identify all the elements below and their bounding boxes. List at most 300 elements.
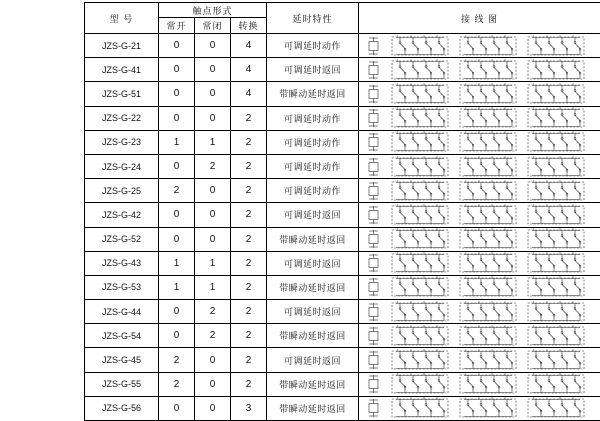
cell-delay-characteristic: 可调延时返回	[267, 58, 359, 82]
cell-normally-closed: 0	[195, 372, 231, 396]
svg-text:3: 3	[423, 107, 425, 110]
svg-text:2: 2	[546, 276, 548, 279]
svg-text:4: 4	[572, 276, 574, 279]
cell-changeover: 4	[231, 34, 267, 58]
cell-delay-characteristic: 可调延时返回	[267, 251, 359, 275]
svg-text:3: 3	[423, 397, 425, 400]
wiring-diagram-icon	[359, 228, 600, 251]
cell-normally-closed: 0	[195, 82, 231, 106]
svg-text:1: 1	[397, 204, 399, 207]
svg-text:2: 2	[546, 180, 548, 183]
svg-text:4: 4	[504, 83, 506, 86]
table-row	[85, 251, 600, 275]
cell-model: JZS-G-53	[85, 275, 159, 299]
cell-normally-closed: 1	[195, 130, 231, 154]
svg-text:1: 1	[397, 252, 399, 255]
svg-text:4: 4	[572, 59, 574, 62]
svg-text:2: 2	[478, 325, 480, 328]
svg-text:1: 1	[397, 301, 399, 304]
svg-text:1: 1	[533, 252, 535, 255]
svg-text:2: 2	[410, 83, 412, 86]
svg-text:4: 4	[436, 204, 438, 207]
wiring-diagram-icon	[359, 179, 600, 202]
svg-text:4: 4	[504, 107, 506, 110]
wiring-diagram-icon	[359, 107, 600, 130]
svg-text:1: 1	[397, 349, 399, 352]
svg-text:2: 2	[410, 276, 412, 279]
wiring-diagram-icon	[359, 300, 600, 323]
svg-text:1: 1	[465, 83, 467, 86]
svg-text:2: 2	[478, 252, 480, 255]
cell-wiring-diagram	[359, 82, 600, 106]
header-normally-closed: 常闭	[195, 18, 231, 34]
svg-text:1: 1	[397, 373, 399, 376]
wiring-diagram-icon	[359, 131, 600, 154]
svg-text:4: 4	[504, 301, 506, 304]
cell-changeover: 2	[231, 130, 267, 154]
svg-text:3: 3	[559, 59, 561, 62]
svg-text:2: 2	[546, 252, 548, 255]
svg-text:4: 4	[572, 373, 574, 376]
svg-text:3: 3	[491, 204, 493, 207]
table-row	[85, 348, 600, 372]
cell-delay-characteristic: 带瞬动延时返回	[267, 324, 359, 348]
svg-text:2: 2	[546, 204, 548, 207]
svg-text:4: 4	[504, 59, 506, 62]
table-header	[85, 3, 600, 34]
svg-text:3: 3	[423, 252, 425, 255]
svg-text:4: 4	[572, 180, 574, 183]
table-row	[85, 372, 600, 396]
table-header-row-1	[85, 3, 600, 18]
svg-text:1: 1	[397, 156, 399, 159]
cell-wiring-diagram	[359, 58, 600, 82]
cell-changeover: 2	[231, 203, 267, 227]
cell-model: JZS-G-51	[85, 82, 159, 106]
svg-text:3: 3	[423, 276, 425, 279]
svg-text:2: 2	[478, 301, 480, 304]
svg-text:1: 1	[533, 107, 535, 110]
cell-model: JZS-G-54	[85, 324, 159, 348]
cell-delay-characteristic: 可调延时返回	[267, 348, 359, 372]
svg-text:3: 3	[559, 131, 561, 134]
svg-text:1: 1	[465, 325, 467, 328]
svg-text:2: 2	[410, 301, 412, 304]
svg-text:1: 1	[533, 301, 535, 304]
svg-text:2: 2	[478, 131, 480, 134]
svg-text:1: 1	[465, 131, 467, 134]
cell-wiring-diagram	[359, 203, 600, 227]
svg-text:1: 1	[397, 180, 399, 183]
svg-text:4: 4	[572, 228, 574, 231]
cell-normally-open: 2	[159, 348, 195, 372]
svg-text:3: 3	[491, 35, 493, 38]
svg-text:4: 4	[436, 276, 438, 279]
svg-text:1: 1	[465, 228, 467, 231]
svg-text:1: 1	[465, 107, 467, 110]
cell-changeover: 2	[231, 275, 267, 299]
table-row	[85, 130, 600, 154]
cell-model: JZS-G-24	[85, 154, 159, 178]
wiring-diagram-icon	[359, 373, 600, 396]
svg-text:2: 2	[410, 59, 412, 62]
svg-text:1: 1	[397, 35, 399, 38]
cell-normally-closed: 0	[195, 348, 231, 372]
svg-text:3: 3	[423, 325, 425, 328]
svg-text:4: 4	[504, 228, 506, 231]
svg-text:4: 4	[572, 325, 574, 328]
cell-changeover: 2	[231, 154, 267, 178]
svg-text:4: 4	[436, 349, 438, 352]
cell-changeover: 2	[231, 106, 267, 130]
header-normally-open: 常开	[159, 18, 195, 34]
svg-text:4: 4	[504, 35, 506, 38]
cell-wiring-diagram	[359, 34, 600, 58]
cell-model: JZS-G-56	[85, 396, 159, 420]
svg-text:1: 1	[533, 35, 535, 38]
svg-text:3: 3	[559, 180, 561, 183]
svg-text:4: 4	[436, 156, 438, 159]
svg-text:2: 2	[410, 131, 412, 134]
cell-wiring-diagram	[359, 324, 600, 348]
cell-normally-closed: 2	[195, 324, 231, 348]
svg-text:4: 4	[504, 156, 506, 159]
svg-text:3: 3	[559, 156, 561, 159]
cell-normally-open: 1	[159, 275, 195, 299]
svg-text:1: 1	[533, 325, 535, 328]
svg-text:3: 3	[559, 204, 561, 207]
cell-model: JZS-G-52	[85, 227, 159, 251]
svg-text:4: 4	[436, 107, 438, 110]
svg-text:3: 3	[491, 59, 493, 62]
table-row	[85, 203, 600, 227]
svg-text:4: 4	[504, 180, 506, 183]
svg-text:1: 1	[397, 325, 399, 328]
svg-text:2: 2	[478, 204, 480, 207]
svg-text:3: 3	[559, 276, 561, 279]
cell-delay-characteristic: 可调延时动作	[267, 106, 359, 130]
cell-normally-open: 0	[159, 227, 195, 251]
svg-text:4: 4	[436, 252, 438, 255]
cell-normally-open: 1	[159, 130, 195, 154]
svg-text:1: 1	[465, 373, 467, 376]
svg-text:4: 4	[504, 204, 506, 207]
svg-text:2: 2	[410, 204, 412, 207]
svg-text:1: 1	[397, 83, 399, 86]
svg-text:2: 2	[478, 59, 480, 62]
svg-text:1: 1	[533, 131, 535, 134]
svg-text:4: 4	[504, 349, 506, 352]
svg-text:3: 3	[423, 156, 425, 159]
table-row	[85, 34, 600, 58]
svg-text:2: 2	[546, 59, 548, 62]
svg-text:4: 4	[504, 397, 506, 400]
svg-text:1: 1	[465, 204, 467, 207]
cell-normally-open: 0	[159, 300, 195, 324]
cell-normally-closed: 0	[195, 179, 231, 203]
svg-text:1: 1	[397, 107, 399, 110]
header-changeover: 转换	[231, 18, 267, 34]
svg-text:3: 3	[491, 131, 493, 134]
svg-text:3: 3	[491, 156, 493, 159]
table-row	[85, 106, 600, 130]
cell-wiring-diagram	[359, 154, 600, 178]
svg-text:1: 1	[533, 180, 535, 183]
cell-normally-open: 0	[159, 106, 195, 130]
svg-text:4: 4	[572, 83, 574, 86]
svg-text:2: 2	[410, 107, 412, 110]
cell-changeover: 2	[231, 179, 267, 203]
svg-text:2: 2	[478, 228, 480, 231]
cell-wiring-diagram	[359, 130, 600, 154]
cell-changeover: 2	[231, 227, 267, 251]
svg-text:1: 1	[533, 59, 535, 62]
svg-text:4: 4	[572, 397, 574, 400]
svg-text:1: 1	[533, 397, 535, 400]
svg-text:3: 3	[491, 83, 493, 86]
svg-text:2: 2	[478, 83, 480, 86]
svg-text:4: 4	[572, 35, 574, 38]
header-model: 型 号	[85, 3, 159, 34]
svg-text:3: 3	[491, 325, 493, 328]
svg-text:2: 2	[478, 35, 480, 38]
svg-text:2: 2	[478, 397, 480, 400]
svg-text:2: 2	[546, 83, 548, 86]
svg-text:1: 1	[397, 397, 399, 400]
svg-text:4: 4	[572, 107, 574, 110]
table-row	[85, 324, 600, 348]
cell-changeover: 2	[231, 300, 267, 324]
cell-normally-open: 0	[159, 203, 195, 227]
svg-text:3: 3	[423, 131, 425, 134]
svg-text:4: 4	[436, 131, 438, 134]
relay-spec-table	[84, 2, 600, 421]
cell-model: JZS-G-22	[85, 106, 159, 130]
svg-text:1: 1	[533, 276, 535, 279]
cell-normally-closed: 1	[195, 275, 231, 299]
cell-model: JZS-G-41	[85, 58, 159, 82]
svg-text:2: 2	[410, 373, 412, 376]
svg-text:2: 2	[546, 301, 548, 304]
cell-delay-characteristic: 可调延时返回	[267, 203, 359, 227]
cell-changeover: 4	[231, 82, 267, 106]
svg-text:3: 3	[491, 228, 493, 231]
svg-text:1: 1	[397, 276, 399, 279]
svg-text:2: 2	[546, 107, 548, 110]
svg-text:1: 1	[533, 373, 535, 376]
cell-normally-closed: 2	[195, 300, 231, 324]
svg-text:3: 3	[423, 204, 425, 207]
svg-text:3: 3	[491, 373, 493, 376]
svg-text:2: 2	[410, 349, 412, 352]
cell-delay-characteristic: 带瞬动延时返回	[267, 275, 359, 299]
cell-delay-characteristic: 带瞬动延时返回	[267, 82, 359, 106]
svg-text:1: 1	[397, 59, 399, 62]
cell-delay-characteristic: 带瞬动延时返回	[267, 372, 359, 396]
svg-text:4: 4	[572, 131, 574, 134]
svg-text:2: 2	[478, 107, 480, 110]
svg-text:3: 3	[559, 325, 561, 328]
svg-text:3: 3	[423, 349, 425, 352]
svg-text:4: 4	[436, 301, 438, 304]
table-row	[85, 227, 600, 251]
wiring-diagram-icon	[359, 276, 600, 299]
svg-text:2: 2	[410, 180, 412, 183]
cell-delay-characteristic: 带瞬动延时返回	[267, 227, 359, 251]
cell-normally-closed: 0	[195, 227, 231, 251]
cell-wiring-diagram	[359, 372, 600, 396]
svg-text:3: 3	[559, 252, 561, 255]
header-delay-characteristic: 延时特性	[267, 3, 359, 34]
cell-normally-closed: 2	[195, 154, 231, 178]
cell-normally-closed: 0	[195, 106, 231, 130]
svg-text:3: 3	[491, 349, 493, 352]
svg-text:3: 3	[423, 228, 425, 231]
cell-normally-open: 2	[159, 179, 195, 203]
svg-text:3: 3	[491, 301, 493, 304]
cell-changeover: 2	[231, 251, 267, 275]
cell-normally-closed: 0	[195, 58, 231, 82]
svg-text:3: 3	[423, 35, 425, 38]
svg-text:2: 2	[410, 252, 412, 255]
svg-text:2: 2	[546, 131, 548, 134]
svg-text:2: 2	[410, 35, 412, 38]
cell-delay-characteristic: 带瞬动延时返回	[267, 396, 359, 420]
svg-text:4: 4	[436, 397, 438, 400]
cell-model: JZS-G-44	[85, 300, 159, 324]
svg-text:1: 1	[533, 156, 535, 159]
svg-text:3: 3	[491, 180, 493, 183]
table-row	[85, 300, 600, 324]
cell-normally-closed: 0	[195, 396, 231, 420]
cell-normally-open: 0	[159, 58, 195, 82]
cell-normally-closed: 0	[195, 34, 231, 58]
svg-text:1: 1	[397, 131, 399, 134]
svg-text:4: 4	[504, 252, 506, 255]
cell-model: JZS-G-43	[85, 251, 159, 275]
cell-changeover: 2	[231, 324, 267, 348]
svg-text:4: 4	[572, 252, 574, 255]
cell-wiring-diagram	[359, 275, 600, 299]
cell-model: JZS-G-55	[85, 372, 159, 396]
cell-wiring-diagram	[359, 106, 600, 130]
svg-text:4: 4	[504, 325, 506, 328]
spec-sheet	[0, 2, 600, 402]
table-row	[85, 154, 600, 178]
svg-text:1: 1	[465, 35, 467, 38]
svg-text:4: 4	[436, 59, 438, 62]
svg-text:3: 3	[491, 397, 493, 400]
svg-text:2: 2	[546, 349, 548, 352]
svg-text:3: 3	[423, 59, 425, 62]
cell-normally-open: 0	[159, 324, 195, 348]
cell-model: JZS-G-23	[85, 130, 159, 154]
svg-text:2: 2	[410, 156, 412, 159]
svg-text:1: 1	[465, 349, 467, 352]
svg-text:3: 3	[559, 107, 561, 110]
svg-text:3: 3	[491, 276, 493, 279]
svg-text:4: 4	[504, 131, 506, 134]
cell-changeover: 2	[231, 348, 267, 372]
svg-text:4: 4	[436, 35, 438, 38]
svg-text:4: 4	[572, 204, 574, 207]
svg-text:2: 2	[410, 397, 412, 400]
cell-changeover: 4	[231, 58, 267, 82]
cell-normally-open: 0	[159, 154, 195, 178]
svg-text:4: 4	[572, 349, 574, 352]
svg-text:3: 3	[423, 180, 425, 183]
svg-text:3: 3	[559, 397, 561, 400]
cell-changeover: 2	[231, 372, 267, 396]
wiring-diagram-icon	[359, 349, 600, 372]
svg-text:2: 2	[546, 325, 548, 328]
svg-text:2: 2	[546, 35, 548, 38]
cell-delay-characteristic: 可调延时动作	[267, 34, 359, 58]
cell-model: JZS-G-42	[85, 203, 159, 227]
cell-model: JZS-G-21	[85, 34, 159, 58]
svg-text:1: 1	[533, 83, 535, 86]
wiring-diagram-icon	[359, 82, 600, 105]
svg-text:3: 3	[559, 228, 561, 231]
svg-text:2: 2	[478, 156, 480, 159]
cell-delay-characteristic: 可调延时动作	[267, 130, 359, 154]
svg-text:3: 3	[423, 83, 425, 86]
cell-delay-characteristic: 可调延时动作	[267, 179, 359, 203]
svg-text:3: 3	[423, 373, 425, 376]
svg-text:4: 4	[572, 156, 574, 159]
svg-text:1: 1	[533, 204, 535, 207]
svg-text:1: 1	[397, 228, 399, 231]
svg-text:3: 3	[559, 349, 561, 352]
svg-text:1: 1	[533, 228, 535, 231]
svg-text:1: 1	[465, 59, 467, 62]
svg-text:2: 2	[546, 397, 548, 400]
svg-text:1: 1	[465, 252, 467, 255]
svg-text:3: 3	[491, 107, 493, 110]
svg-text:4: 4	[504, 276, 506, 279]
cell-wiring-diagram	[359, 348, 600, 372]
cell-normally-closed: 0	[195, 203, 231, 227]
header-wiring-diagram: 接 线 图	[359, 3, 600, 34]
cell-normally-open: 0	[159, 34, 195, 58]
wiring-diagram-icon	[359, 58, 600, 81]
wiring-diagram-icon	[359, 155, 600, 178]
cell-delay-characteristic: 可调延时返回	[267, 300, 359, 324]
svg-text:2: 2	[478, 180, 480, 183]
table-row	[85, 58, 600, 82]
svg-text:1: 1	[465, 156, 467, 159]
wiring-diagram-icon	[359, 203, 600, 226]
cell-model: JZS-G-45	[85, 348, 159, 372]
cell-normally-open: 0	[159, 396, 195, 420]
svg-text:1: 1	[465, 276, 467, 279]
wiring-diagram-icon	[359, 34, 600, 57]
svg-text:3: 3	[423, 301, 425, 304]
svg-text:2: 2	[546, 156, 548, 159]
svg-text:4: 4	[504, 373, 506, 376]
svg-text:2: 2	[546, 228, 548, 231]
cell-normally-open: 0	[159, 82, 195, 106]
svg-text:3: 3	[559, 83, 561, 86]
svg-text:2: 2	[478, 373, 480, 376]
cell-normally-closed: 1	[195, 251, 231, 275]
svg-text:3: 3	[559, 301, 561, 304]
cell-normally-open: 2	[159, 372, 195, 396]
wiring-diagram-icon	[359, 397, 600, 420]
wiring-diagram-icon	[359, 324, 600, 347]
cell-delay-characteristic: 可调延时动作	[267, 154, 359, 178]
table-row	[85, 275, 600, 299]
